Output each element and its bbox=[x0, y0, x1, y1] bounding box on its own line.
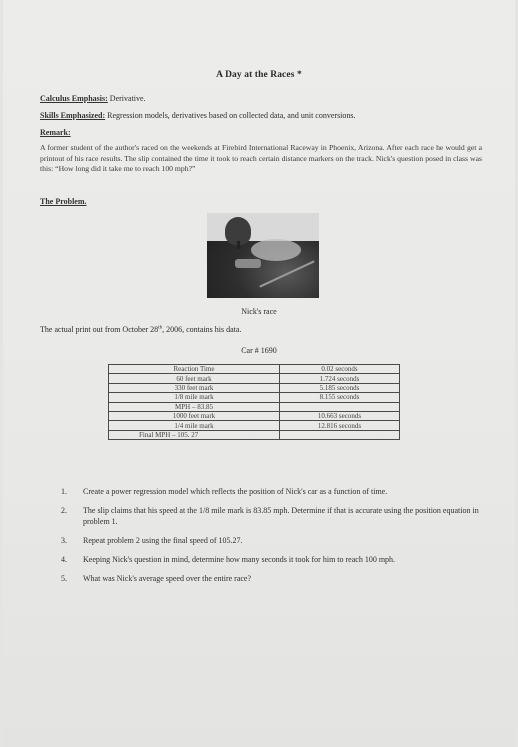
table-cell-value: 1.724 seconds bbox=[280, 374, 400, 383]
calculus-emphasis-label: Calculus Emphasis: bbox=[40, 94, 108, 103]
table-row bbox=[109, 374, 400, 383]
problem-text: Create a power regression model which reflects the position of Nick's car as a function of time. bbox=[83, 487, 388, 496]
problem-number: 5. bbox=[61, 573, 67, 583]
problem-item bbox=[61, 555, 486, 566]
problem-item bbox=[61, 487, 486, 498]
car-number: Car # 1690 bbox=[241, 346, 277, 355]
problem-text: The slip claims that his speed at the 1/8 mile mark is 83.85 mph. Determine if that is accurate using the position equation in problem 1. bbox=[83, 506, 479, 526]
table-cell-label: 1000 feet mark bbox=[109, 411, 280, 420]
table-cell-value: 10.663 seconds bbox=[280, 411, 400, 420]
table-cell-label: 60 feet mark bbox=[109, 374, 280, 383]
problem-heading-label: The Problem. bbox=[40, 197, 87, 206]
table-cell-label: 1/4 mile mark bbox=[109, 421, 280, 430]
calculus-emphasis-line bbox=[40, 94, 146, 103]
table-cell-label: MPH – 83.85 bbox=[109, 402, 280, 411]
problem-item bbox=[61, 536, 486, 547]
skills-emphasized-line bbox=[40, 111, 356, 120]
photo-caption: Nick's race bbox=[241, 307, 277, 316]
problem-number: 4. bbox=[61, 554, 67, 564]
problem-number: 2. bbox=[61, 506, 67, 515]
table-cell-value: 0.02 seconds bbox=[280, 365, 400, 374]
problem-text: What was Nick's average speed over the entire race? bbox=[83, 573, 252, 583]
intro-text-after: , 2006, contains his data. bbox=[162, 325, 242, 334]
skills-emphasized-label: Skills Emphasized: bbox=[40, 111, 106, 120]
problem-item bbox=[61, 574, 486, 585]
table-row bbox=[109, 383, 400, 392]
table-cell-value bbox=[280, 402, 400, 411]
table-cell-label: 1/8 mile mark bbox=[109, 393, 280, 402]
race-photo bbox=[207, 213, 319, 298]
problem-heading bbox=[40, 197, 87, 206]
calculus-emphasis-text: Derivative. bbox=[109, 94, 146, 103]
remark-paragraph: A former student of the author's raced on the weekends at Firebird International Raceway in Phoenix, Arizona. After each race he would get a printout of his race results. The slip contained the time it took to reach certain distance markers on the track. Nick's question posed in class was this: “How long did it take me to reach 100 mph?” bbox=[40, 143, 482, 174]
remark-label: Remark: bbox=[40, 128, 71, 137]
table-row bbox=[109, 365, 400, 374]
skills-emphasized-text: Regression models, derivatives based on collected data, and unit conversions. bbox=[107, 111, 356, 120]
intro-text-before: The actual print out from October 28 bbox=[40, 325, 159, 334]
problem-number: 3. bbox=[61, 535, 67, 545]
table-cell-value: 12.816 seconds bbox=[280, 421, 400, 430]
table-cell-label: Final MPH – 105. 27 bbox=[109, 430, 280, 439]
table-cell-label: 330 feet mark bbox=[109, 383, 280, 392]
table-row bbox=[109, 421, 400, 430]
table-row bbox=[109, 393, 400, 402]
table-cell-value: 8.155 seconds bbox=[280, 393, 400, 402]
intro-superscript: th bbox=[158, 325, 163, 331]
document-title: A Day at the Races * bbox=[216, 70, 302, 80]
intro-line bbox=[40, 325, 241, 334]
problem-item bbox=[61, 506, 486, 527]
problem-number: 1. bbox=[61, 487, 67, 496]
document-page bbox=[3, 0, 515, 747]
table-cell-value bbox=[280, 430, 400, 439]
table-row bbox=[109, 402, 400, 411]
table-row bbox=[109, 430, 400, 439]
race-data-table bbox=[108, 364, 400, 440]
problem-text: Repeat problem 2 using the final speed of 105.27. bbox=[83, 535, 243, 545]
problem-list bbox=[61, 487, 486, 593]
table-cell-label: Reaction Time bbox=[109, 365, 280, 374]
table-cell-value: 5.185 seconds bbox=[280, 383, 400, 392]
remark-heading bbox=[40, 128, 71, 137]
table-row bbox=[109, 411, 400, 420]
problem-text: Keeping Nick's question in mind, determine how many seconds it took for him to reach 100 mph. bbox=[83, 554, 396, 564]
